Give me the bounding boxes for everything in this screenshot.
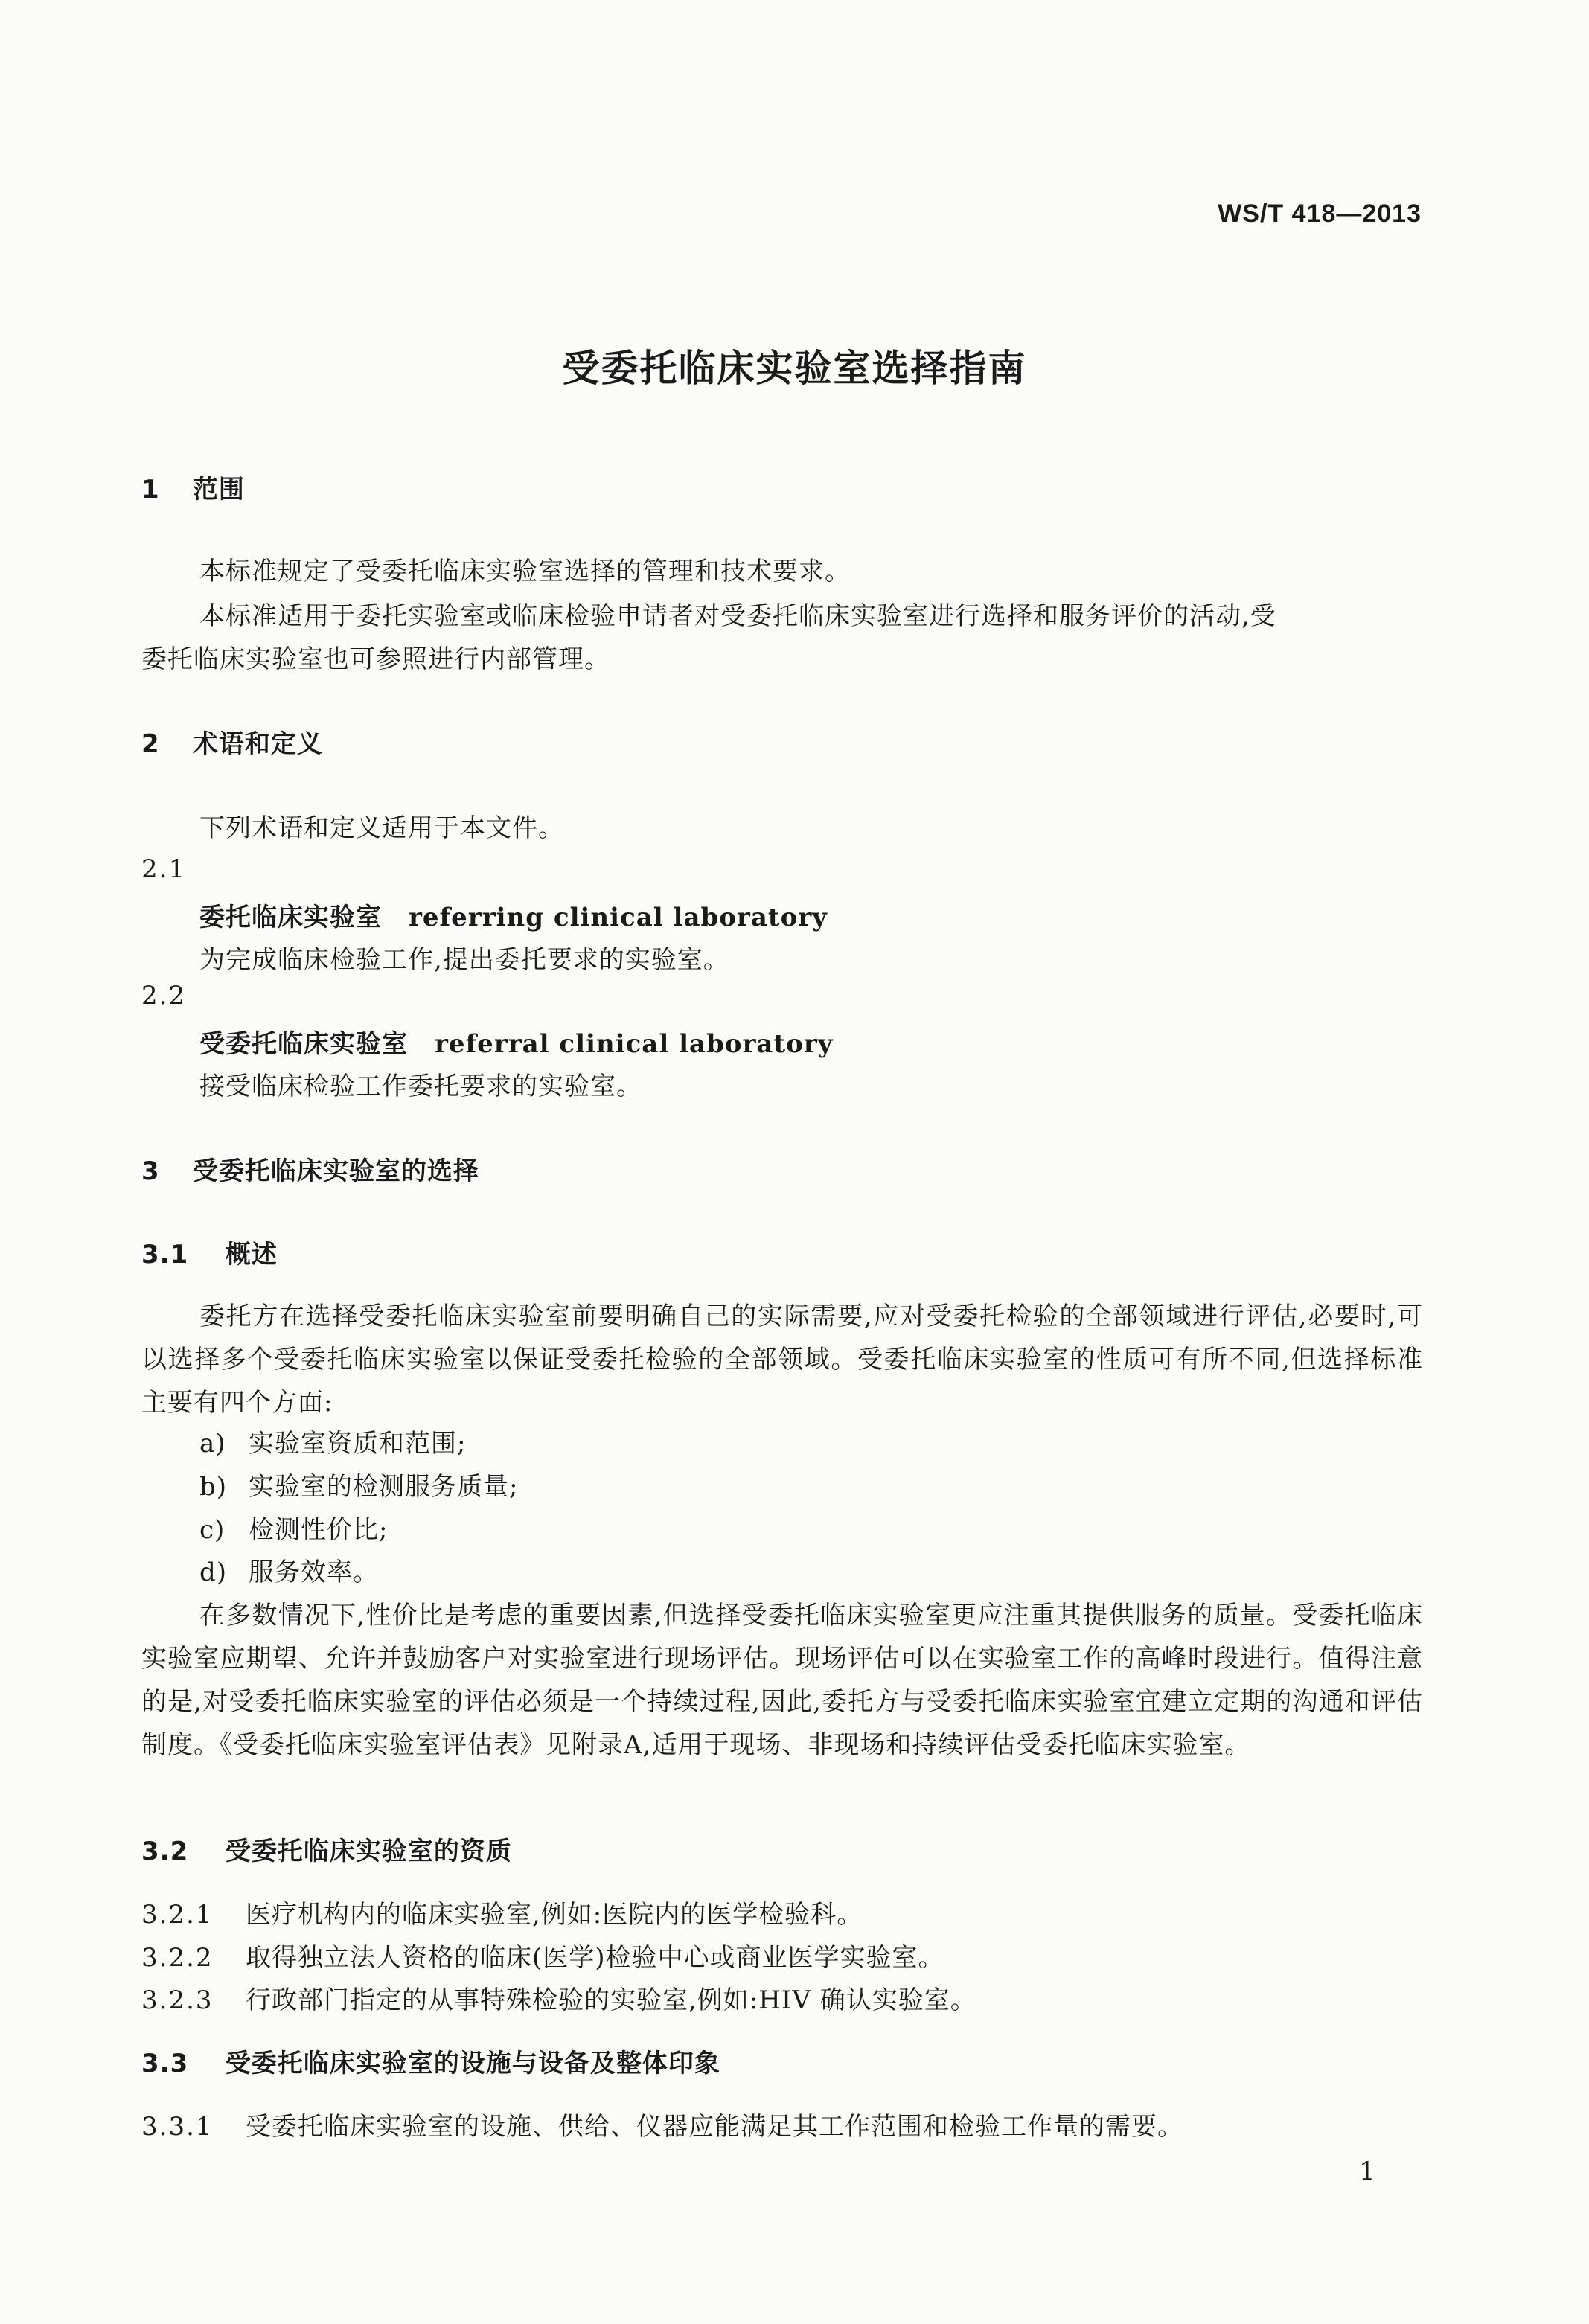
paragraph: 本标准规定了受委托临床实验室选择的管理和技术要求。: [199, 557, 851, 586]
clause-text: 行政部门指定的从事特殊检验的实验室,例如:HIV 确认实验室。: [246, 1985, 976, 2015]
subsection-number: 3.3: [141, 2049, 189, 2078]
list-item: [199, 1423, 466, 1459]
section-heading-3: [141, 1150, 479, 1187]
clause-number: 3.2.1: [141, 1900, 214, 1930]
term-chinese: 受委托临床实验室: [199, 1029, 408, 1059]
subsection-heading-3-3: [141, 2043, 720, 2079]
clause-number: 3.3.1: [141, 2112, 214, 2142]
clause-item: [141, 1894, 863, 1930]
section-number: 2: [141, 729, 160, 759]
subsection-title: 受委托临床实验室的资质: [225, 1837, 512, 1866]
section-number: 3: [141, 1156, 160, 1186]
paragraph: 委托方在选择受委托临床实验室前要明确自己的实际需要,应对受委托检验的全部领域进行评估,必要时,可以选择多个受委托临床实验室以保证受委托检验的全部领域。受委托临床实验室的性质可有所不同,但选择标准主要有四个方面:: [141, 1302, 1423, 1418]
list-item: [199, 1466, 518, 1502]
clause-number: 3.2.3: [141, 1985, 214, 2015]
section-heading-2: [141, 723, 323, 760]
term-number: 2.2: [141, 981, 187, 1011]
term-definition: 为完成临床检验工作,提出委托要求的实验室。: [199, 945, 729, 975]
section-title: 受委托临床实验室的选择: [192, 1156, 479, 1186]
clause-item: [141, 1979, 976, 2016]
page-number: 1: [1359, 2157, 1375, 2186]
paragraph: 本标准适用于委托实验室或临床检验申请者对受委托临床实验室进行选择和服务评价的活动,受: [199, 601, 1276, 631]
clause-item: [141, 1937, 944, 1974]
list-label: d): [199, 1558, 228, 1587]
paragraph-continuation: 委托临床实验室也可参照进行内部管理。: [141, 644, 610, 674]
term-definition: 接受临床检验工作委托要求的实验室。: [199, 1072, 642, 1101]
term-entry: [199, 1023, 833, 1060]
term-entry: [199, 897, 828, 933]
clause-text: 医疗机构内的临床实验室,例如:医院内的医学检验科。: [246, 1900, 863, 1930]
subsection-title: 概述: [225, 1240, 278, 1270]
subsection-heading-3-1: [141, 1234, 278, 1270]
term-chinese: 委托临床实验室: [199, 903, 382, 932]
subsection-title: 受委托临床实验室的设施与设备及整体印象: [225, 2049, 720, 2078]
list-text: 检测性价比;: [249, 1515, 389, 1545]
clause-text: 取得独立法人资格的临床(医学)检验中心或商业医学实验室。: [246, 1943, 944, 1973]
list-text: 实验室的检测服务质量;: [249, 1472, 519, 1502]
section-title: 范围: [192, 475, 245, 505]
section-number: 1: [141, 475, 160, 505]
subsection-number: 3.2: [141, 1837, 189, 1866]
term-english: referring clinical laboratory: [409, 903, 828, 932]
list-item: [199, 1552, 379, 1588]
clause-item: [141, 2106, 1183, 2142]
paragraph: 在多数情况下,性价比是考虑的重要因素,但选择受委托临床实验室更应注重其提供服务的质量。受委托临床实验室应期望、允许并鼓励客户对实验室进行现场评估。现场评估可以在实验室工作的高峰时段进行。值得注意的是,对受委托临床实验室的评估必须是一个持续过程,因此,委托方与受委托临床实验室宜建立定期的沟通和评估制度。《受委托临床实验室评估表》见附录A,适用于现场、非现场和持续评估受委托临床实验室。: [141, 1601, 1423, 1760]
list-text: 服务效率。: [249, 1558, 379, 1587]
list-item: [199, 1509, 388, 1546]
standard-code: WS/T 418—2013: [1218, 199, 1422, 228]
section-heading-1: [141, 469, 245, 505]
term-number: 2.1: [141, 854, 187, 884]
subsection-heading-3-2: [141, 1831, 512, 1867]
list-label: c): [199, 1515, 226, 1545]
section-title: 术语和定义: [192, 729, 323, 759]
subsection-number: 3.1: [141, 1240, 189, 1270]
list-text: 实验室资质和范围;: [249, 1429, 467, 1459]
list-label: a): [199, 1429, 226, 1459]
paragraph: 下列术语和定义适用于本文件。: [199, 813, 564, 843]
clause-text: 受委托临床实验室的设施、供给、仪器应能满足其工作范围和检验工作量的需要。: [246, 2112, 1183, 2142]
term-english: referral clinical laboratory: [435, 1029, 834, 1059]
list-label: b): [199, 1472, 228, 1502]
document-title: 受委托临床实验室选择指南: [562, 347, 1027, 390]
clause-number: 3.2.2: [141, 1943, 214, 1973]
